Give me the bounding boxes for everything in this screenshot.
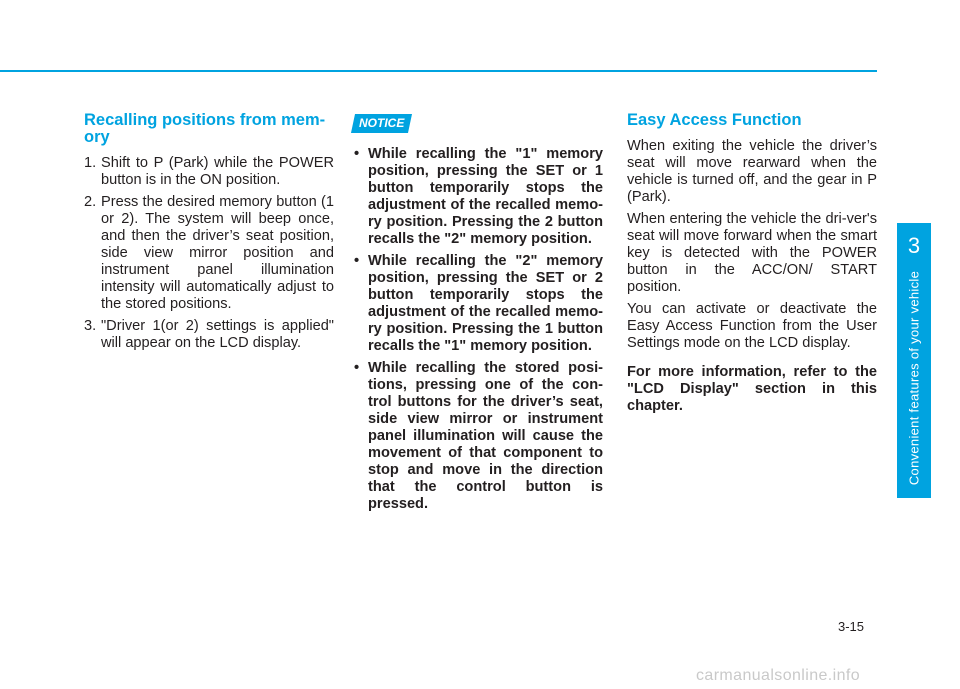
paragraph: When entering the vehicle the dri-ver's seat will move forward when the smart key is detected with the POWER button in the ACC/ON/ START position.	[627, 211, 877, 295]
list-item	[353, 360, 603, 513]
section-heading-easy-access: Easy Access Function	[627, 111, 802, 129]
list-item	[84, 318, 334, 352]
notice-list	[353, 146, 603, 513]
step-number: 3.	[84, 318, 97, 334]
left-column	[84, 112, 334, 357]
step-number: 2.	[84, 194, 97, 210]
list-item	[353, 146, 603, 248]
section-heading-recalling: Recalling positions from mem-ory	[84, 111, 326, 146]
step-text: Press the desired memory button (1 or 2). The system will beep once, and then the driver’s seat position, side view mirror position and instrument panel illumination intensity will automatically adjust to the stored positions.	[101, 194, 334, 312]
notice-text: While recalling the "1" memory position, pressing the SET or 1 button temporarily stops the adjustment of the recalled memo-ry position. Pressing the 2 button recalls the "2" memory position.	[368, 146, 603, 247]
bullet-icon: •	[354, 360, 360, 376]
step-number: 1.	[84, 155, 97, 171]
bullet-icon: •	[354, 253, 360, 269]
list-item	[84, 194, 334, 313]
steps-list	[84, 155, 334, 352]
bullet-icon: •	[354, 146, 360, 162]
header-rule	[0, 70, 877, 72]
reference-note: For more information, refer to the "LCD Display" section in this chapter.	[627, 364, 877, 414]
chapter-tab	[897, 223, 931, 498]
list-item	[84, 155, 334, 189]
step-text: "Driver 1(or 2) settings is applied" will appear on the LCD display.	[101, 318, 334, 351]
paragraph: You can activate or deactivate the Easy Access Function from the User Settings mode on the LCD display.	[627, 301, 877, 351]
notice-label: NOTICE	[359, 116, 405, 130]
chapter-number: 3	[907, 233, 921, 258]
watermark: carmanualsonline.info	[696, 667, 861, 684]
notice-badge	[351, 114, 412, 133]
middle-column	[353, 112, 603, 518]
paragraph: When exiting the vehicle the driver’s seat will move rearward when the vehicle is turned off, and the gear in P (Park).	[627, 138, 877, 205]
chapter-title: Convenient features of your vehicle	[906, 270, 922, 486]
page-number: 3-15	[838, 619, 865, 634]
list-item	[353, 253, 603, 355]
notice-text: While recalling the stored posi-tions, pressing one of the con-trol buttons for the driver’s seat, side view mirror or instrument panel illumination will cause the movement of that component to stop and move in the direction that the control button is pressed.	[368, 360, 603, 512]
step-text: Shift to P (Park) while the POWER button is in the ON position.	[101, 155, 334, 188]
right-column	[627, 112, 877, 420]
notice-text: While recalling the "2" memory position, pressing the SET or 2 button temporarily stops the adjustment of the recalled memo-ry position. Pressing the 1 button recalls the "1" memory position.	[368, 253, 603, 354]
